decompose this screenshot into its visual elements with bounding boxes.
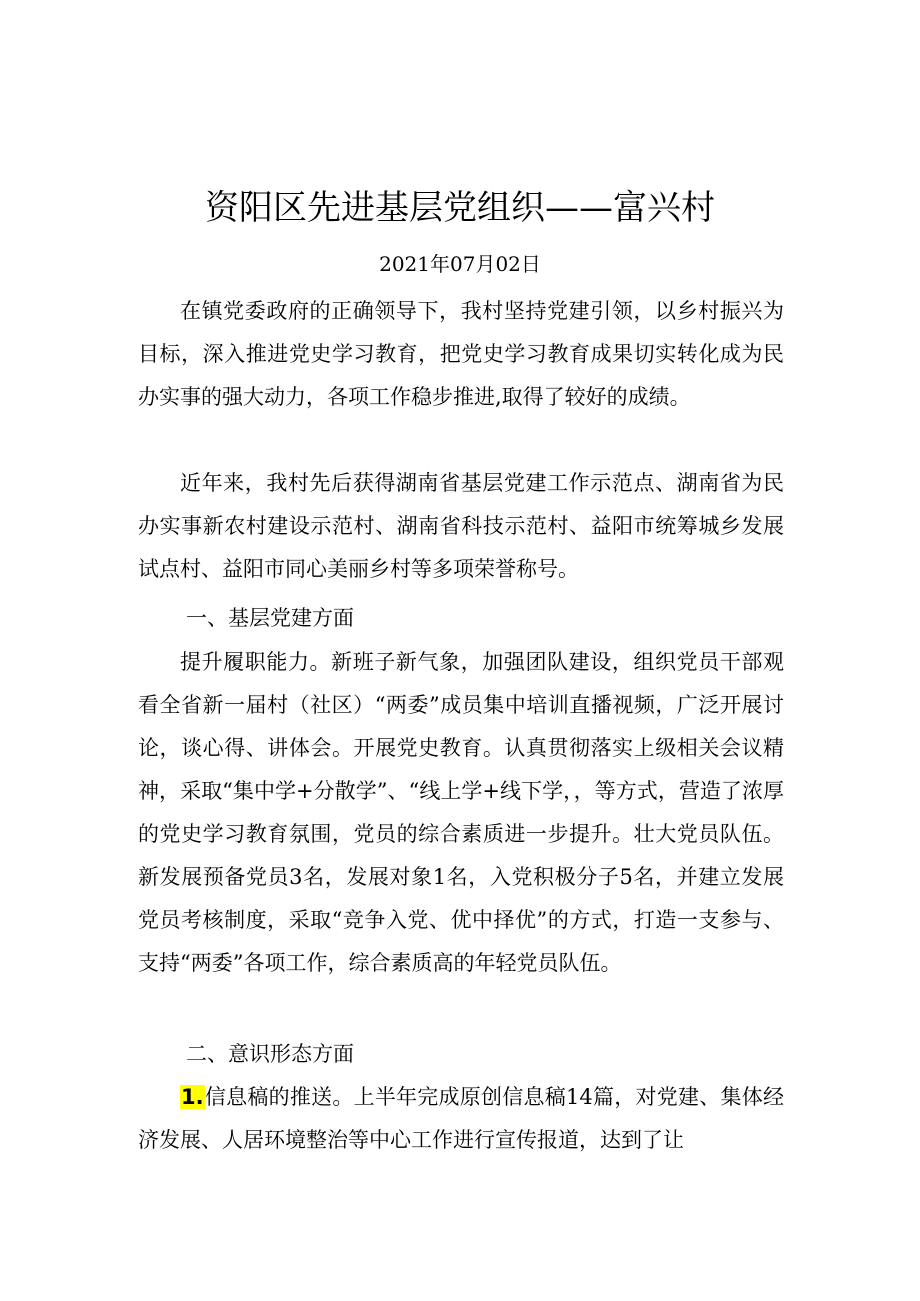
section-1-paragraph: 提升履职能力。新班子新气象，加强团队建设，组织党员干部观看全省新一届村（社区）“两委”成员集中培训直播视频，广泛开展讨论，谈心得、讲体会。开展党史教育。认真贯彻落实上级相关会议精神，采取“集中学+分散学”、“线上学+线下学，，等方式，营造了浓厚的党史学习教育氛围，党员的综合素质进一步提升。壮大党员队伍。新发展预备党员3名，发展对象1名，入党积极分子5名，并建立发展党员考核制度，采取“竞争入党、优中择优”的方式，打造一支参与、支持“两委”各项工作，综合素质高的年轻党员队伍。	[138, 650, 784, 975]
document-title: 资阳区先进基层党组织——富兴村	[205, 188, 715, 228]
document-date: 2021年07月02日	[379, 252, 541, 276]
highlighted-item-marker: 1.	[181, 1085, 204, 1109]
paragraph-intro: 在镇党委政府的正确领导下，我村坚持党建引领，以乡村振兴为目标，深入推进党史学习教育，把党史学习教育成果切实转化成为民办实事的强大动力，各项工作稳步推进,取得了较好的成绩。	[138, 299, 784, 409]
section-2-text: 信息稿的推送。上半年完成原创信息稿14篇，对党建、集体经济发展、人居环境整治等中心工作进行宣传报道，达到了让	[138, 1085, 784, 1152]
section-2-paragraph	[138, 1076, 784, 1162]
section-1-heading: 一、基层党建方面	[186, 606, 354, 630]
section-2-heading: 二、意识形态方面	[186, 1042, 354, 1066]
paragraph-honors: 近年来，我村先后获得湖南省基层党建工作示范点、湖南省为民办实事新农村建设示范村、湖南省科技示范村、益阳市统筹城乡发展试点村、益阳市同心美丽乡村等多项荣誉称号。	[138, 471, 784, 581]
